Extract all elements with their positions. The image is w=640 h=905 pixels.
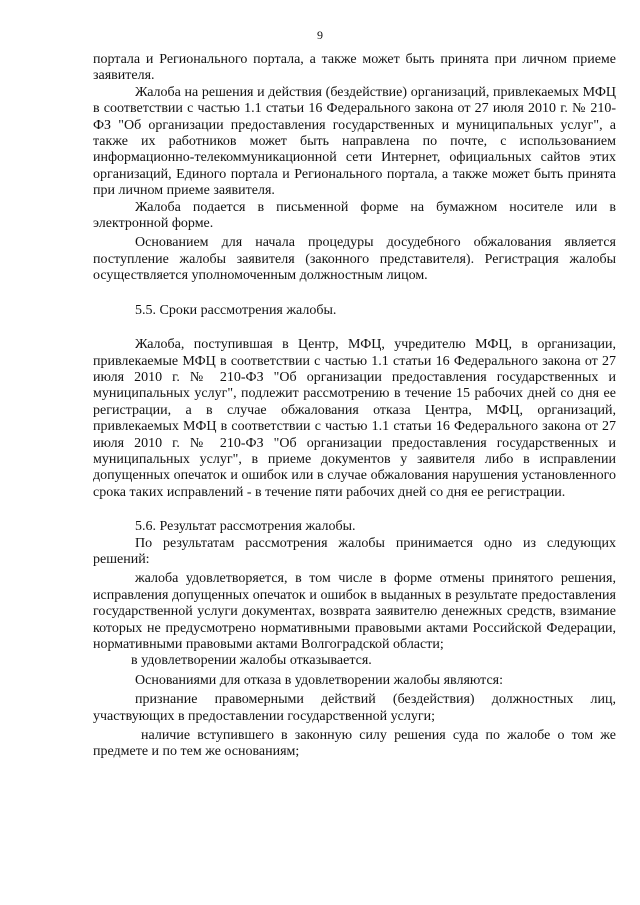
- paragraph-review-results: По результатам рассмотрения жалобы принимается одно из следующих решений:: [93, 535, 616, 567]
- paragraph-pretrial-basis: Основанием для начала процедуры досудебного обжалования является поступление жалобы заявителя (законного представителя). Регистрация жалобы осуществляется уполномоченным должностным лицом.: [93, 235, 616, 284]
- paragraph-portal-continuation: портала и Регионального портала, а также может быть принята при личном приеме заявителя.: [93, 52, 616, 84]
- paragraph-complaint-form: Жалоба подается в письменной форме на бумажном носителе или в электронной форме.: [93, 199, 616, 232]
- list-item-complaint-satisfied: жалоба удовлетворяется, в том числе в форме отмены принятого решения, исправления допущенных опечаток и ошибок в выданных в результате предоставления государственной услуги документах, возврата заявителю денежных средств, взимание которых не предусмотрено нормативными правовыми актами Российской Федерации, нормативными правовыми актами Волгоградской области;: [93, 571, 616, 652]
- list-item-court-decision: наличие вступившего в законную силу решения суда по жалобе о том же предмете и по тем же основаниям;: [93, 728, 616, 760]
- page-number: 9: [317, 28, 323, 42]
- list-item-lawful-actions: признание правомерными действий (бездействия) должностных лиц, участвующих в предоставлении государственной услуги;: [93, 692, 616, 724]
- section-heading-5-6: 5.6. Результат рассмотрения жалобы.: [135, 519, 356, 535]
- section-heading-5-5: 5.5. Сроки рассмотрения жалобы.: [135, 302, 337, 318]
- paragraph-review-terms: Жалоба, поступившая в Центр, МФЦ, учредителю МФЦ, в организации, привлекаемые МФЦ в соответствии с частью 1.1 статьи 16 Федерального закона от 27 июля 2010 г. № 210-ФЗ "Об организации предоставления государственных и муниципальных услуг", подлежит рассмотрению в течение 15 рабочих дней со дня ее регистрации, а в случае обжалования отказа Центра, МФЦ, организаций, привлекаемых МФЦ в соответствии с частью 1.1 статьи 16 Федерального закона от 27 июля 2010 г. № 210-ФЗ "Об организации предоставления государственных и муниципальных услуг", в приеме документов у заявителя либо в исправлении допущенных опечаток и ошибок или в случае обжалования нарушения установленного срока таких исправлений - в течение пяти рабочих дней со дня ее регистрации.: [93, 337, 616, 500]
- paragraph-complaint-organizations: Жалоба на решения и действия (бездействие) организаций, привлекаемых МФЦ в соответствии с частью 1.1 статьи 16 Федерального закона от 27 июля 2010 г. № 210-ФЗ "Об организации предоставления государственных и муниципальных услуг", а также их работников может быть направлена по почте, с использованием информационно-телекоммуникационной сети Интернет, официальных сайтов этих организаций, Единого портала и Регионального портала, а также может быть принята при личном приеме заявителя.: [93, 84, 616, 199]
- list-item-complaint-rejected: в удовлетворении жалобы отказывается.: [131, 653, 372, 669]
- paragraph-refusal-grounds: Основаниями для отказа в удовлетворении жалобы являются:: [135, 672, 503, 688]
- page-content: [93, 52, 616, 761]
